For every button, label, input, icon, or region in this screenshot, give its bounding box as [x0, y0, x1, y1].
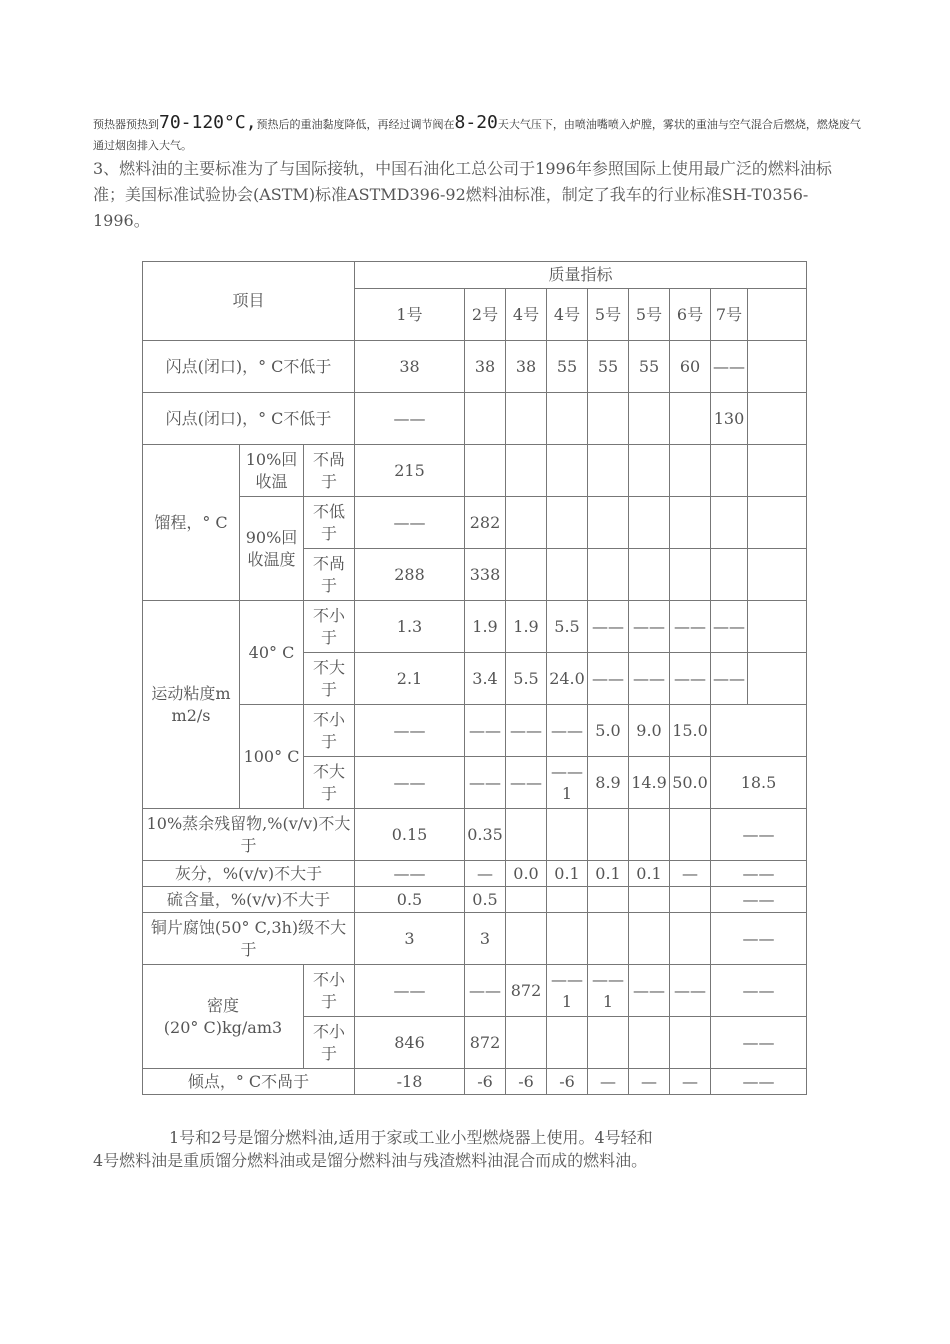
intro-paragraph	[93, 112, 863, 156]
table-cell: ——	[355, 497, 465, 549]
table-cell: ——	[670, 965, 711, 1017]
empty-cell	[670, 809, 711, 861]
empty-cell	[588, 393, 629, 445]
empty-cell	[547, 887, 588, 913]
empty-cell	[588, 445, 629, 497]
empty-cell	[588, 1017, 629, 1069]
table-cell: ——	[711, 1069, 807, 1095]
condition-label: 不小于	[304, 965, 355, 1017]
empty-cell	[670, 887, 711, 913]
table-row	[143, 965, 807, 1017]
table-cell: 14.9	[629, 757, 670, 809]
table-cell: ——	[629, 601, 670, 653]
table-cell: 0.35	[465, 809, 506, 861]
sub-label: 40° C	[240, 601, 304, 705]
empty-cell	[748, 497, 807, 549]
table-cell: 5.5	[506, 653, 547, 705]
empty-cell	[670, 445, 711, 497]
table-cell: ——	[711, 653, 748, 705]
table-cell: ——	[711, 913, 807, 965]
empty-cell	[629, 445, 670, 497]
condition-label: 不咼于	[304, 445, 355, 497]
table-cell: 130	[711, 393, 748, 445]
table-cell: ——	[588, 653, 629, 705]
table-cell: -6	[547, 1069, 588, 1095]
table-cell: 846	[355, 1017, 465, 1069]
table-cell: 55	[547, 341, 588, 393]
empty-cell	[506, 497, 547, 549]
empty-cell	[506, 393, 547, 445]
table-cell: 282	[465, 497, 506, 549]
table-cell: ——	[355, 705, 465, 757]
table-cell: ——	[547, 705, 588, 757]
table-cell: —	[670, 861, 711, 887]
table-cell: ——1	[547, 757, 588, 809]
table-cell: 3	[355, 913, 465, 965]
empty-cell	[748, 653, 807, 705]
table-cell: —	[629, 1069, 670, 1095]
table-cell: —	[465, 861, 506, 887]
condition-label: 不咼于	[304, 549, 355, 601]
table-cell: 5.0	[588, 705, 629, 757]
row-label: 硫含量，%(v/v)不大于	[143, 887, 355, 913]
table-cell: ——	[465, 757, 506, 809]
table-cell: —	[588, 1069, 629, 1095]
condition-label: 不小于	[304, 705, 355, 757]
table-cell: 38	[506, 341, 547, 393]
row-label: 运动粘度mm2/s	[143, 601, 240, 809]
table-row	[143, 393, 807, 445]
empty-cell	[629, 549, 670, 601]
empty-cell	[748, 289, 807, 341]
empty-cell	[547, 549, 588, 601]
table-cell: ——	[711, 1017, 807, 1069]
table-cell: 55	[588, 341, 629, 393]
row-label: 10%蒸余残留物,%(v/v)不大于	[143, 809, 355, 861]
empty-cell	[588, 913, 629, 965]
table-cell: 1.3	[355, 601, 465, 653]
row-label: 闪点(闭口)，° C不低于	[143, 341, 355, 393]
empty-cell	[465, 393, 506, 445]
table-cell: ——	[588, 601, 629, 653]
closing-line-2: 4号燃料油是重质馏分燃料油或是馏分燃料油与残渣燃料油混合而成的燃料油。	[93, 1151, 648, 1170]
row-label: 闪点(闭口)，° C不低于	[143, 393, 355, 445]
table-cell: 288	[355, 549, 465, 601]
table-cell: ——	[355, 965, 465, 1017]
table-cell: 8.9	[588, 757, 629, 809]
table-cell: 38	[465, 341, 506, 393]
table-cell: 1.9	[465, 601, 506, 653]
condition-label: 不大于	[304, 653, 355, 705]
table-cell: 50.0	[670, 757, 711, 809]
quality-header: 质量指标	[355, 262, 807, 289]
grade-header: 2号	[465, 289, 506, 341]
grade-header: 5号	[588, 289, 629, 341]
table-cell: 0.5	[465, 887, 506, 913]
empty-cell	[506, 913, 547, 965]
empty-cell	[588, 549, 629, 601]
table-cell: ——	[355, 861, 465, 887]
empty-cell	[629, 913, 670, 965]
table-cell: ——	[355, 393, 465, 445]
table-cell: 3.4	[465, 653, 506, 705]
density-unit: (20° C)kg/am3	[163, 1017, 283, 1037]
table-row	[143, 341, 807, 393]
empty-cell	[547, 1017, 588, 1069]
pressure-range: 8-20	[454, 112, 498, 133]
empty-cell	[748, 393, 807, 445]
sub-label: 10%回收温	[240, 445, 304, 497]
grade-header: 1号	[355, 289, 465, 341]
empty-cell	[506, 809, 547, 861]
table-row	[143, 1069, 807, 1095]
intro-text-2: 预热后的重油黏度降低，再经过调节阀在	[256, 118, 455, 131]
grade-header: 5号	[629, 289, 670, 341]
row-label: 灰分，%(v/v)不大于	[143, 861, 355, 887]
table-cell: —	[670, 1069, 711, 1095]
table-cell: 872	[465, 1017, 506, 1069]
grade-header: 4号	[547, 289, 588, 341]
density-label: 密度	[206, 995, 239, 1015]
empty-cell	[588, 887, 629, 913]
table-cell: 0.15	[355, 809, 465, 861]
empty-cell	[588, 497, 629, 549]
empty-cell	[506, 549, 547, 601]
sub-label: 90%回收温度	[240, 497, 304, 601]
intro-text-3: 天大气压下，由喷油嘴喷入炉膛，雾状的重油与空气混合后燃烧，燃烧废气通过烟囱排入大气。	[93, 118, 861, 152]
empty-cell	[547, 445, 588, 497]
table-cell: 18.5	[711, 757, 807, 809]
table-cell: 60	[670, 341, 711, 393]
empty-cell	[748, 601, 807, 653]
grade-header: 4号	[506, 289, 547, 341]
table-cell: -6	[465, 1069, 506, 1095]
condition-label: 不大于	[304, 757, 355, 809]
item-header: 项目	[143, 262, 355, 341]
table-row	[143, 887, 807, 913]
sub-label: 100° C	[240, 705, 304, 809]
empty-cell	[629, 497, 670, 549]
empty-cell	[588, 809, 629, 861]
row-label: 倾点，° C不咼于	[143, 1069, 355, 1095]
table-cell: 0.5	[355, 887, 465, 913]
empty-cell	[629, 1017, 670, 1069]
table-row	[143, 262, 807, 289]
table-cell: ——	[711, 601, 748, 653]
table-row	[143, 809, 807, 861]
table-row	[143, 445, 807, 497]
empty-cell	[465, 445, 506, 497]
table-cell: 0.1	[588, 861, 629, 887]
empty-cell	[629, 809, 670, 861]
table-cell: 38	[355, 341, 465, 393]
row-label: 铜片腐蚀(50° C,3h)级不大于	[143, 913, 355, 965]
table-cell: 0.1	[629, 861, 670, 887]
condition-label: 不小于	[304, 601, 355, 653]
table-cell: -18	[355, 1069, 465, 1095]
table-cell: ——	[711, 809, 807, 861]
empty-cell	[506, 887, 547, 913]
preheat-temperature: 70-120°C,	[159, 112, 257, 133]
table-cell: 24.0	[547, 653, 588, 705]
empty-cell	[670, 393, 711, 445]
empty-cell	[748, 445, 807, 497]
table-cell: 215	[355, 445, 465, 497]
table-cell: ——	[629, 653, 670, 705]
row-label: 馏程，° C	[143, 445, 240, 601]
table-cell: -6	[506, 1069, 547, 1095]
empty-cell	[506, 1017, 547, 1069]
table-row	[143, 497, 807, 549]
table-cell: ——	[506, 757, 547, 809]
empty-cell	[670, 549, 711, 601]
condition-label: 不低于	[304, 497, 355, 549]
table-row	[143, 861, 807, 887]
table-cell: ——	[670, 601, 711, 653]
grade-header: 7号	[711, 289, 748, 341]
row-label	[143, 965, 304, 1069]
fuel-oil-spec-table	[142, 261, 807, 1095]
table-cell: 338	[465, 549, 506, 601]
empty-cell	[711, 445, 748, 497]
table-cell: ——	[506, 705, 547, 757]
table-cell: ——	[711, 861, 807, 887]
table-cell: ——	[670, 653, 711, 705]
empty-cell	[629, 393, 670, 445]
table-cell: ——	[711, 887, 807, 913]
empty-cell	[670, 913, 711, 965]
standards-paragraph: 3、燃料油的主要标准为了与国际接轨，中国石油化工总公司于1996年参照国际上使用最广泛的燃料油标准；美国标准试验协会(ASTM)标准ASTMD396-92燃料油标准，制定了我车的行业标准SH-T0356-1996。	[93, 159, 832, 230]
condition-label: 不小于	[304, 1017, 355, 1069]
empty-cell	[711, 705, 807, 757]
empty-cell	[547, 809, 588, 861]
table-cell: ——	[355, 757, 465, 809]
table-cell: 55	[629, 341, 670, 393]
empty-cell	[748, 549, 807, 601]
empty-cell	[547, 497, 588, 549]
closing-line-1: 1号和2号是馏分燃料油,适用于家或工业小型燃烧器上使用。4号轻和	[169, 1128, 653, 1147]
table-cell: ——	[711, 341, 748, 393]
table-cell: 5.5	[547, 601, 588, 653]
table-cell: ——	[465, 965, 506, 1017]
table-row	[143, 705, 807, 757]
empty-cell	[748, 341, 807, 393]
table-row	[143, 913, 807, 965]
empty-cell	[506, 445, 547, 497]
table-cell: 15.0	[670, 705, 711, 757]
table-row	[143, 601, 807, 653]
empty-cell	[670, 1017, 711, 1069]
empty-cell	[711, 497, 748, 549]
table-cell: 9.0	[629, 705, 670, 757]
empty-cell	[629, 887, 670, 913]
table-cell: 872	[506, 965, 547, 1017]
table-cell: 0.0	[506, 861, 547, 887]
empty-cell	[670, 497, 711, 549]
empty-cell	[547, 393, 588, 445]
closing-paragraph	[93, 1126, 773, 1172]
grade-header: 6号	[670, 289, 711, 341]
table-cell: ——	[465, 705, 506, 757]
intro-text-1: 预热器预热到	[93, 118, 159, 131]
table-cell: 3	[465, 913, 506, 965]
table-cell: 2.1	[355, 653, 465, 705]
table-cell: ——1	[547, 965, 588, 1017]
empty-cell	[547, 913, 588, 965]
table-cell: 0.1	[547, 861, 588, 887]
table-cell: 1.9	[506, 601, 547, 653]
table-cell: ——1	[588, 965, 629, 1017]
empty-cell	[711, 549, 748, 601]
table-cell: ——	[711, 965, 807, 1017]
table-cell: ——	[629, 965, 670, 1017]
